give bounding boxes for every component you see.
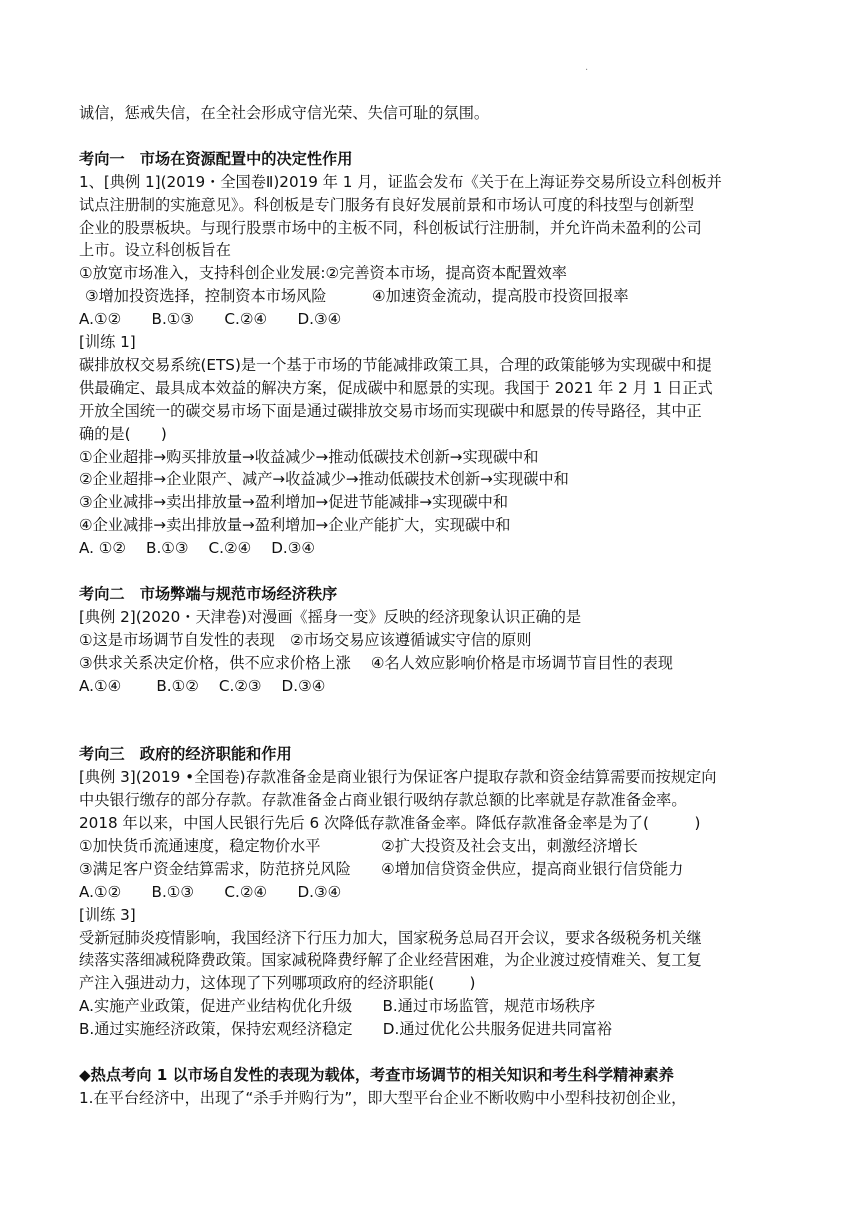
training-1-line: 供最确定、最具成本效益的解决方案，促成碳中和愿景的实现。我国于 2021 年 2 月 1 日正式 bbox=[79, 378, 713, 397]
question-3-option: ①加快货币流通速度，稳定物价水平 ②扩大投资及社会支出，刺激经济增长 bbox=[79, 836, 638, 855]
question-1-line: 1、[典例 1](2019・全国卷Ⅱ)2019 年 1 月，证监会发布《关于在上海证券交易所设立科创板并 bbox=[79, 172, 722, 191]
page-header-mark: . bbox=[585, 62, 589, 73]
training-3-line: 产注入强进动力，这体现了下列哪项政府的经济职能( ) bbox=[79, 974, 476, 993]
training-1-option: ①企业超排→购买排放量→收益减少→推动低碳技术创新→实现碳中和 bbox=[79, 447, 539, 466]
question-3-option: ③满足客户资金结算需求，防范挤兑风险 ④增加信贷资金供应，提高商业银行信贷能力 bbox=[79, 859, 684, 878]
question-1-option: ③增加投资选择，控制资本市场风险 ④加速资金流动，提高股市投资回报率 bbox=[85, 287, 629, 306]
training-3-line: 续落实落细减税降费政策。国家减税降费纾解了企业经营困难，为企业渡过疫情难关、复工复 bbox=[79, 951, 702, 970]
question-3-answers: A.①② B.①③ C.②④ D.③④ bbox=[79, 882, 342, 901]
training-1-answers: A. ①② B.①③ C.②④ D.③④ bbox=[79, 539, 315, 558]
question-2-option: ③供求关系决定价格，供不应求价格上涨 ④名人效应影响价格是市场调节盲目性的表现 bbox=[79, 653, 673, 672]
paragraph-line: 诚信，惩戒失信，在全社会形成守信光荣、失信可耻的氛围。 bbox=[79, 104, 490, 122]
section-heading-1: 考向一 市场在资源配置中的决定性作用 bbox=[79, 149, 353, 168]
training-1-option: ④企业减排→卖出排放量→盈利增加→企业产能扩大，实现碳中和 bbox=[79, 516, 511, 535]
training-3-option: A.实施产业政策，促进产业结构优化升级 B.通过市场监管，规范市场秩序 bbox=[79, 997, 596, 1016]
training-1-line: 开放全国统一的碳交易市场下面是通过碳排放交易市场而实现碳中和愿景的传导路径，其中正 bbox=[79, 401, 702, 420]
hotspot-heading: ◆热点考向 1 以市场自发性的表现为载体，考查市场调节的相关知识和考生科学精神素养 bbox=[79, 1066, 674, 1084]
question-2-line: [典例 2](2020・天津卷)对漫画《摇身一变》反映的经济现象认识正确的是 bbox=[79, 607, 582, 626]
question-1-answers: A.①② B.①③ C.②④ D.③④ bbox=[79, 310, 342, 329]
training-1-option: ③企业减排→卖出排放量→盈利增加→促进节能减排→实现碳中和 bbox=[79, 493, 509, 512]
training-1-label: [训练 1] bbox=[79, 333, 136, 352]
question-1-line: 企业的股票板块。与现行股票市场中的主板不同，科创板试行注册制，并允许尚未盈利的公司 bbox=[79, 218, 702, 237]
training-3-line: 受新冠肺炎疫情影响，我国经济下行压力加大，国家税务总局召开会议，要求各级税务机关继 bbox=[79, 928, 702, 947]
training-1-option: ②企业超排→企业限产、减产→收益减少→推动低碳技术创新→实现碳中和 bbox=[79, 470, 569, 489]
document-body bbox=[79, 102, 784, 1110]
question-1-line: 上市。设立科创板旨在 bbox=[79, 241, 231, 260]
section-heading-2: 考向二 市场弊端与规范市场经济秩序 bbox=[79, 585, 338, 603]
question-3-line: [典例 3](2019 •全国卷)存款准备金是商业银行为保证客户提取存款和资金结算需要而按规定向 bbox=[79, 768, 717, 787]
training-3-label: [训练 3] bbox=[79, 905, 136, 924]
question-2-option: ①这是市场调节自发性的表现 ②市场交易应该遵循诚实守信的原则 bbox=[79, 630, 532, 649]
training-1-line: 确的是( ) bbox=[79, 424, 167, 443]
training-1-line: 碳排放权交易系统(ETS)是一个基于市场的节能减排政策工具，合理的政策能够为实现碳中和提 bbox=[79, 355, 712, 374]
question-3-line: 2018 年以来，中国人民银行先后 6 次降低存款准备金率。降低存款准备金率是为了( ) bbox=[79, 814, 701, 833]
question-2-answers: A.①④ B.①② C.②③ D.③④ bbox=[79, 676, 326, 695]
training-3-option: B.通过实施经济政策，保持宏观经济稳定 D.通过优化公共服务促进共同富裕 bbox=[79, 1020, 612, 1039]
question-1-option: ①放宽市场准入，支持科创企业发展:②完善资本市场，提高资本配置效率 bbox=[79, 264, 567, 283]
question-1-line: 试点注册制的实施意见》。科创板是专门服务有良好发展前景和市场认可度的科技型与创新型 bbox=[79, 195, 695, 214]
question-3-line: 中央银行缴存的部分存款。存款准备金占商业银行吸纳存款总额的比率就是存款准备金率。 bbox=[79, 791, 687, 810]
section-heading-3: 考向三 政府的经济职能和作用 bbox=[79, 745, 292, 764]
hotspot-question-line: 1.在平台经济中，出现了“杀手并购行为”，即大型平台企业不断收购中小型科技初创企业， bbox=[79, 1088, 687, 1107]
